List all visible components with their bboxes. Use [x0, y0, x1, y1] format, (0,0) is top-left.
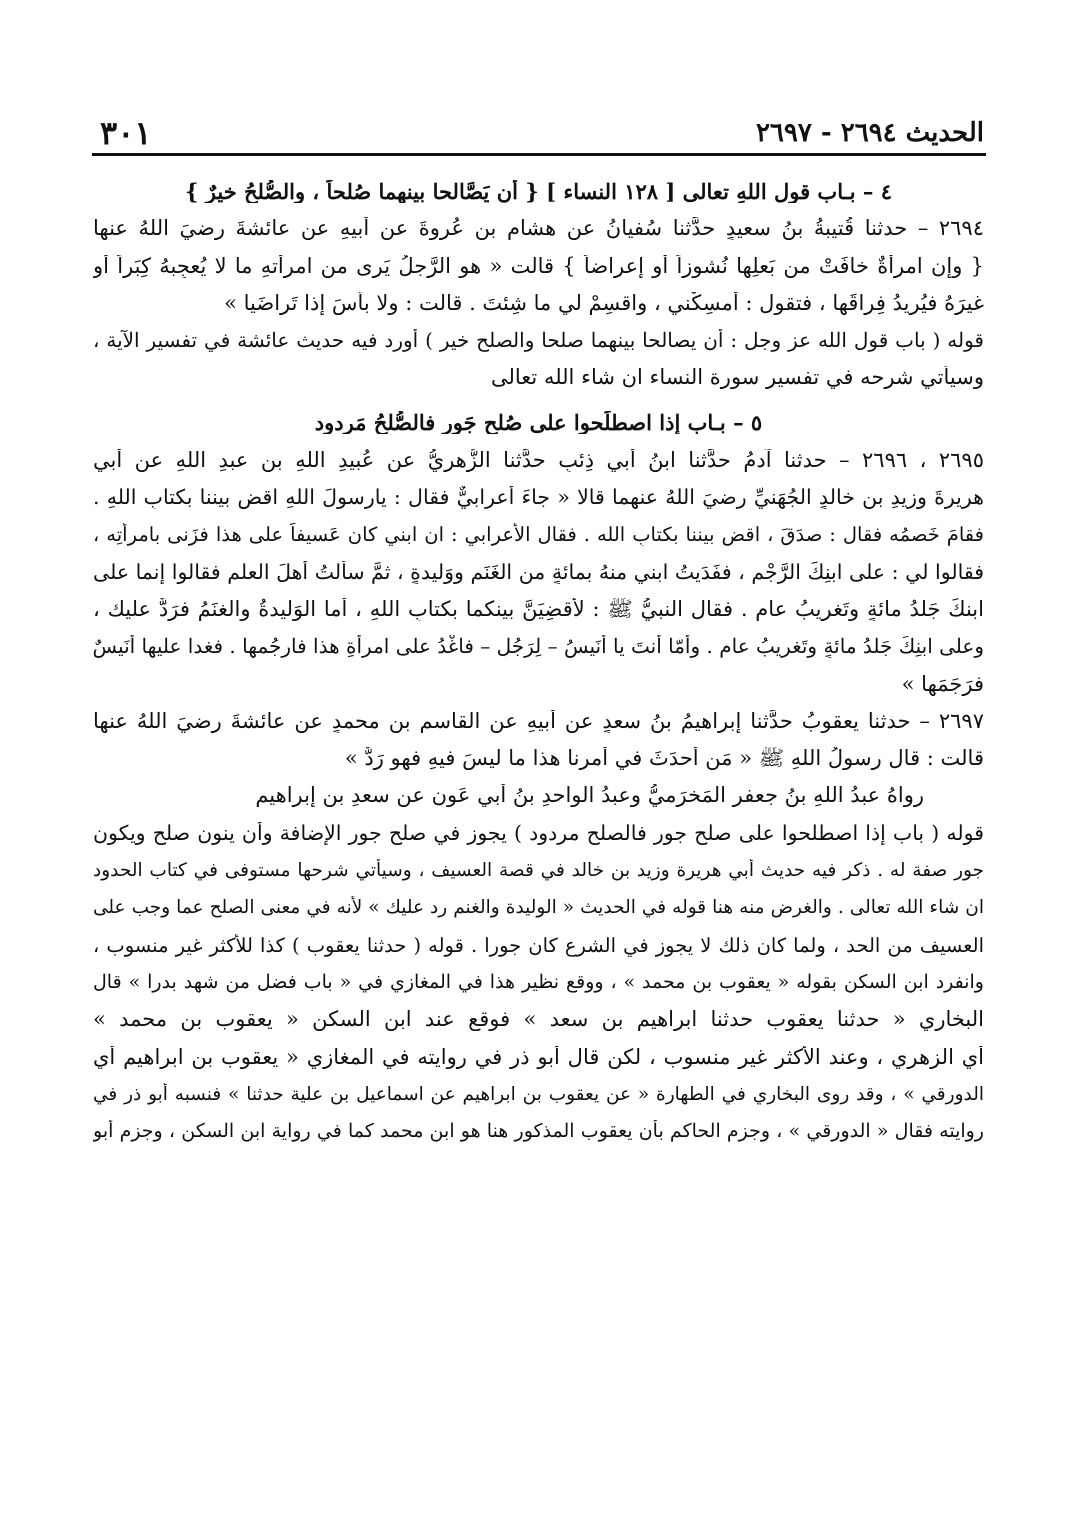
page-number: ٣٠١ — [100, 114, 152, 152]
text-line: ٢٦٩٤ – حدثنا قُتيبةُ بنُ سعيدٍ حدَّثنا سُفيانُ عن هشامِ بنِ عُروةَ عن أبيهِ عن عائشةَ رضيَ اللهُ عنها — [93, 217, 984, 241]
text-line: ٢٦٩٥ ، ٢٦٩٦ – حدثنا آدمُ حدَّثنا ابنُ أبي ذِئبٍ حدَّثنا الزُّهريُّ عن عُبيدِ اللهِ بنِ عبدِ اللهِ عن أبي — [93, 448, 984, 472]
text-line: ابنكَ جَلدُ مائةٍ وتَغريبُ عام . فقال النبيُّ ﷺ : لأقضِيَنَّ بينكما بكتابِ اللهِ ، أما الوَليدةُ والغنَمُ فرَدٌّ عليك ، — [93, 597, 984, 621]
text-body — [93, 180, 984, 1516]
running-title: الحديث ٢٦٩٤ - ٢٦٩٧ — [755, 118, 984, 148]
text-line: فقامَ خَصمُه فقال : صدَقَ ، اقضِ بيننا بكتابِ الله . فقال الأعرابي : ان ابني كان عَسيفاً على هذا فزَنى بامرأتِه ، — [93, 523, 984, 547]
page-header — [100, 112, 984, 154]
text-line: العسيف من الحد ، ولما كان ذلك لا يجوز في الشرع كان جورا . قوله ( حدثنا يعقوب ) كذا للأكثر غير منسوب ، — [93, 933, 984, 957]
text-line: { وإنِ امرأةٌ خافَتْ من بَعلِها نُشوزاً أو إعراضاً } قالت « هو الرَّجلُ يَرى من امرأتهِ ما لا يُعجِبهُ كِبَراً أو — [93, 254, 984, 278]
text-line: قالت : قال رسولُ اللهِ ﷺ « مَن أحدَثَ في أمرِنا هذا ما ليسَ فيهِ فهو رَدٌّ » — [344, 747, 984, 771]
text-line: هريرةَ وزيدِ بنِ خالدٍ الجُهَنيِّ رضيَ اللهُ عنهما قالا « جاءَ أعرابيٌّ فقال : يارسولَ اللهِ اقضِ بيننا بكتابِ اللهِ . — [93, 486, 984, 510]
text-line: ٢٦٩٧ – حدثنا يعقوبُ حدَّثنا إبراهيمُ بنُ سعدٍ عن أبيهِ عن القاسمِ بنِ محمدٍ عن عائشةَ رضيَ اللهُ عنها — [93, 709, 984, 733]
text-line: رواهُ عبدُ اللهِ بنُ جعفرٍ المَخرَميُّ وعبدُ الواحدِ بنُ أبي عَونٍ عن سعدِ بنِ إبراهيم — [255, 784, 924, 808]
text-line: قوله ( باب قول الله عز وجل : أن يصالحا بينهما صلحا والصلح خير ) أورد فيه حديث عائشة في تفسير الآية ، — [93, 329, 984, 353]
text-line: وعلى ابنِكَ جَلدُ مائةٍ وتَغريبُ عام . وأمّا أنتَ يا أُنَيسُ – لِرَجُلٍ – فاغْدُ على امرأةِ هذا فارجُمها . فغدا عليها أُنَيسٌ — [93, 635, 984, 659]
text-line: قوله ( باب إذا اصطلحوا على صلح جور فالصلح مردود ) يجوز في صلح جور الإضافة وأن ينون صلح ويكون — [93, 821, 984, 845]
text-line: فرَجَمَها » — [901, 672, 984, 696]
text-line: ٤ – بـاب قول اللهِ تعالى [ ١٢٨ النساء ] { أن يَصَّالحا بينهما صُلحاً ، والصُّلحُ خيرٌ } — [184, 180, 893, 203]
text-line: وانفرد ابن السكن بقوله « يعقوب بن محمد » ، ووقع نظير هذا في المغازي في « باب فضل من شهد بدرا » قال — [93, 970, 984, 993]
text-line: غيرَهُ فيُريدُ فِراقَها ، فتقول : أمسِكْني ، واقسِمْ لي ما شِئتَ . قالت : ولا بأسَ إذا تَراضَيا » — [224, 291, 984, 315]
text-line: أي الزهري ، وعند الأكثر غير منسوب ، لكن قال أبو ذر في روايته في المغازي « يعقوب بن ابراهيم أي — [93, 1045, 984, 1069]
text-line: الدورقي » ، وقد روى البخاري في الطهارة « عن يعقوب بن ابراهيم عن اسماعيل بن علية حدثنا » فنسبه أبو ذر في — [93, 1083, 984, 1105]
text-line: روايته فقال « الدورقي » ، وجزم الحاكم بأن يعقوب المذكور هنا هو ابن محمد كما في رواية ابن السكن ، وجزم أبو — [93, 1120, 984, 1143]
text-line: فقالوا لي : على ابنِكَ الرَّجْم ، ففَدَيتُ ابني منهُ بمائةٍ من الغَنَمِ ووَليدةٍ ، ثمَّ سألتُ أهلَ العلمِ فقالوا إنما على — [93, 560, 984, 584]
header-rule — [92, 153, 986, 156]
text-line: وسيأتي شرحه في تفسير سورة النساء ان شاء الله تعالى — [491, 366, 984, 390]
text-line: البخاري « حدثنا يعقوب حدثنا ابراهيم بن سعد » فوقع عند ابن السكن « يعقوب بن محمد » — [93, 1008, 984, 1032]
text-line: جور صفة له . ذكر فيه حديث أبي هريرة وزيد بن خالد في قصة العسيف ، وسيأتي شرحها مستوفى في كتاب الحدود — [93, 860, 984, 882]
text-line: ان شاء الله تعالى . والغرض منه هنا قوله في الحديث « الوليدة والغنم رد عليك » لأنه في معنى الصلح عما وجب على — [93, 897, 984, 919]
text-line: ٥ – بـاب إذا اصطلَحوا على صُلحِ جَورٍ فالصُّلحُ مَردود — [314, 411, 763, 435]
